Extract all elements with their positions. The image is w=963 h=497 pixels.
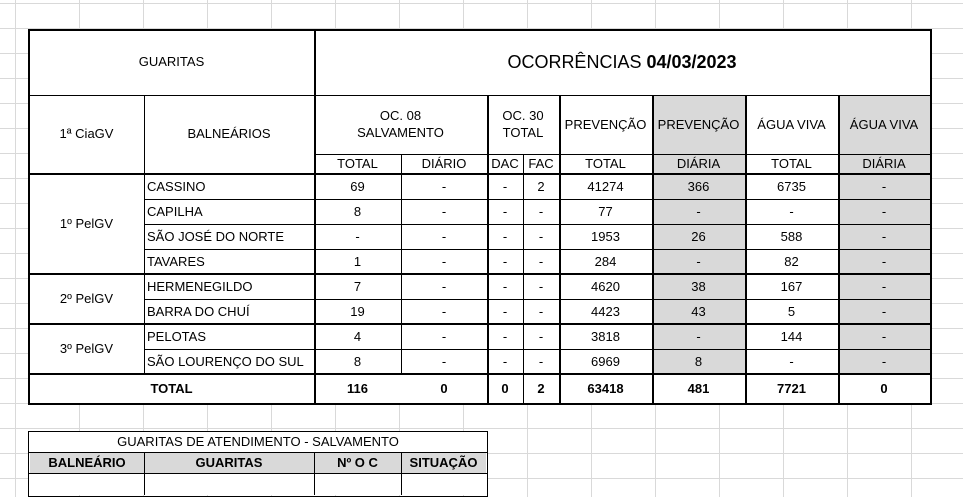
cia-header[interactable]: 1ª CiaGV	[59, 126, 114, 142]
cell-fac[interactable]: -	[538, 303, 544, 319]
line	[29, 373, 930, 375]
line	[314, 453, 315, 495]
cell-fac[interactable]: -	[538, 278, 544, 294]
subheader-total[interactable]: TOTAL	[337, 155, 378, 171]
atendimento-header-situacao[interactable]: SITUAÇÃO	[401, 453, 486, 473]
cell-prevencao-diaria[interactable]: 43	[691, 303, 706, 319]
cell-oc08-total[interactable]: 7	[353, 278, 362, 294]
total-oc08-diario[interactable]: 0	[440, 380, 448, 396]
atendimento-cell-situacao[interactable]	[401, 474, 486, 495]
line	[559, 96, 561, 403]
subheader-prev-diaria[interactable]: DIÁRIA	[676, 155, 721, 171]
prevencao-diaria-header[interactable]: PREVENÇÃO	[657, 116, 740, 132]
cell-agua-viva-total[interactable]: -	[789, 353, 794, 369]
cell-fac[interactable]: -	[538, 203, 544, 219]
cell-prevencao-total[interactable]: 4620	[591, 278, 620, 294]
cell-agua-viva-diaria[interactable]: -	[881, 278, 887, 294]
line	[144, 249, 930, 250]
title-text: OCORRÊNCIAS	[507, 51, 642, 72]
cell-agua-viva-diaria[interactable]: -	[881, 203, 887, 219]
oc30-line1: OC. 30	[502, 108, 544, 124]
cell-dac[interactable]: -	[502, 178, 508, 194]
line	[144, 453, 145, 495]
line	[401, 155, 402, 374]
atendimento-cell-noc[interactable]	[314, 474, 401, 495]
oc30-header[interactable]	[487, 96, 559, 154]
subheader-agua-total[interactable]: TOTAL	[771, 155, 812, 171]
atendimento-title[interactable]: GUARITAS DE ATENDIMENTO - SALVAMENTO	[117, 433, 399, 449]
subheader-dac[interactable]: DAC	[491, 155, 519, 171]
subheader-diario[interactable]: DIÁRIO	[421, 155, 467, 171]
line	[652, 96, 654, 403]
total-prevencao-diaria[interactable]: 481	[687, 380, 710, 396]
cell-oc08-total[interactable]: 8	[353, 203, 362, 219]
subheader-fac[interactable]: FAC	[528, 155, 554, 171]
cell-prevencao-diaria[interactable]: -	[696, 203, 701, 219]
line	[144, 199, 930, 200]
cell-oc08-diario[interactable]: -	[441, 203, 447, 219]
cell-oc08-total[interactable]: -	[355, 228, 360, 244]
line	[29, 95, 930, 96]
cell-balneario[interactable]: CAPILHA	[147, 203, 203, 219]
cell-dac[interactable]: -	[502, 278, 508, 294]
cell-oc08-diario[interactable]: -	[441, 228, 447, 244]
cell-balneario[interactable]: SÃO LOURENÇO DO SUL	[147, 353, 304, 369]
cell-dac[interactable]: -	[502, 303, 508, 319]
line	[401, 453, 402, 495]
line	[29, 473, 487, 474]
group-label-3[interactable]: 3º PelGV	[59, 340, 114, 356]
cell-oc08-diario[interactable]: -	[441, 253, 447, 269]
cell-prevencao-diaria[interactable]: -	[696, 328, 701, 344]
cell-balneario[interactable]: TAVARES	[147, 253, 205, 269]
cell-fac[interactable]: -	[538, 228, 544, 244]
cell-agua-viva-diaria[interactable]: -	[881, 303, 887, 319]
report-title[interactable]	[314, 30, 930, 95]
cell-oc08-total[interactable]: 69	[350, 178, 365, 194]
cell-oc08-total[interactable]: 4	[353, 328, 362, 344]
atendimento-cell-balneario[interactable]	[30, 474, 144, 495]
line	[838, 96, 840, 403]
cell-prevencao-total[interactable]: 77	[598, 203, 613, 219]
line	[144, 224, 930, 225]
cell-balneario[interactable]: PELOTAS	[147, 328, 207, 344]
cell-oc08-diario[interactable]: -	[441, 328, 447, 344]
guaritas-header[interactable]: GUARITAS	[138, 54, 205, 70]
line	[314, 30, 316, 403]
cell-oc08-total[interactable]: 8	[353, 353, 362, 369]
atendimento-cell-guaritas[interactable]	[144, 474, 314, 495]
atendimento-header-noc[interactable]: Nº O C	[314, 453, 401, 473]
total-dac[interactable]: 0	[501, 380, 509, 396]
cell-oc08-diario[interactable]: -	[441, 303, 447, 319]
atendimento-header-guaritas[interactable]: GUARITAS	[144, 453, 314, 473]
subheader-prev-total[interactable]: TOTAL	[585, 155, 626, 171]
cell-prevencao-total[interactable]: 6969	[591, 353, 620, 369]
line	[144, 349, 930, 350]
oc08-line2: SALVAMENTO	[357, 125, 444, 140]
cell-dac[interactable]: -	[502, 228, 508, 244]
balnearios-header[interactable]: BALNEÁRIOS	[187, 126, 271, 142]
cell-agua-viva-total[interactable]: 5	[787, 303, 796, 319]
cell-agua-viva-total[interactable]: 167	[780, 278, 803, 294]
report-date: 04/03/2023	[646, 51, 737, 72]
cell-balneario[interactable]: BARRA DO CHUÍ	[147, 303, 250, 319]
cell-prevencao-diaria[interactable]: 366	[687, 178, 710, 194]
group-label-1[interactable]: 1º PelGV	[59, 215, 114, 231]
group-label-2[interactable]: 2º PelGV	[59, 290, 114, 306]
cell-prevencao-diaria[interactable]: -	[696, 253, 701, 269]
cell-agua-viva-diaria[interactable]: -	[881, 353, 887, 369]
cell-oc08-total[interactable]: 19	[350, 303, 365, 319]
cell-fac[interactable]: 2	[537, 178, 545, 194]
cell-agua-viva-diaria[interactable]: -	[881, 178, 887, 194]
line	[29, 323, 930, 325]
total-oc08-total[interactable]: 116	[347, 380, 368, 396]
cell-agua-viva-diaria[interactable]: -	[881, 253, 887, 269]
line	[745, 96, 747, 403]
agua-viva-header[interactable]: ÁGUA VIVA	[757, 116, 826, 132]
cell-oc08-diario[interactable]: -	[441, 278, 447, 294]
cell-agua-viva-total[interactable]: -	[789, 203, 794, 219]
cell-oc08-diario[interactable]: -	[441, 178, 447, 194]
cell-dac[interactable]: -	[502, 328, 508, 344]
total-agua-viva-diaria[interactable]: 0	[880, 380, 888, 396]
line	[29, 273, 930, 275]
cell-agua-viva-diaria[interactable]: -	[881, 228, 887, 244]
line	[144, 299, 930, 300]
cell-prevencao-diaria[interactable]: 26	[691, 228, 706, 244]
line	[29, 173, 930, 175]
cell-dac[interactable]: -	[502, 253, 508, 269]
cell-dac[interactable]: -	[502, 353, 508, 369]
cell-balneario[interactable]: CASSINO	[147, 178, 206, 194]
oc08-line1: OC. 08	[379, 108, 422, 124]
oc30-line2: TOTAL	[502, 125, 544, 140]
cell-agua-viva-total[interactable]: 6735	[777, 178, 806, 194]
cell-oc08-diario[interactable]: -	[441, 353, 447, 369]
cell-prevencao-diaria[interactable]: 38	[691, 278, 706, 294]
prevencao-header[interactable]: PREVENÇÃO	[564, 116, 647, 132]
cell-agua-viva-total[interactable]: 588	[780, 228, 803, 244]
total-agua-viva-total[interactable]: 7721	[777, 380, 806, 396]
total-prevencao-total[interactable]: 63418	[587, 380, 624, 396]
cell-prevencao-total[interactable]: 284	[594, 253, 617, 269]
total-label[interactable]: TOTAL	[150, 380, 193, 396]
line	[29, 452, 487, 453]
cell-fac[interactable]: -	[538, 353, 544, 369]
cell-fac[interactable]: -	[538, 253, 544, 269]
cell-agua-viva-total[interactable]: 144	[780, 328, 803, 344]
subheader-agua-diaria[interactable]: DIÁRIA	[862, 155, 906, 171]
cell-balneario[interactable]: SÃO JOSÉ DO NORTE	[147, 228, 285, 244]
cell-agua-viva-total[interactable]: 82	[784, 253, 799, 269]
cell-prevencao-total[interactable]: 41274	[587, 178, 624, 194]
total-fac[interactable]: 2	[537, 380, 545, 396]
cell-agua-viva-diaria[interactable]: -	[881, 328, 887, 344]
cell-balneario[interactable]: HERMENEGILDO	[147, 278, 253, 294]
cell-dac[interactable]: -	[502, 203, 508, 219]
oc08-header[interactable]	[314, 96, 487, 154]
atendimento-header-balneario[interactable]: BALNEÁRIO	[30, 453, 144, 473]
agua-viva-diaria-header[interactable]: ÁGUA VIVA	[849, 116, 919, 132]
cell-prevencao-total[interactable]: 4423	[591, 303, 620, 319]
cell-prevencao-diaria[interactable]: 8	[694, 353, 703, 369]
cell-prevencao-total[interactable]: 1953	[591, 228, 620, 244]
cell-prevencao-total[interactable]: 3818	[591, 328, 620, 344]
line	[144, 96, 145, 374]
line	[523, 155, 524, 403]
cell-oc08-total[interactable]: 1	[353, 253, 362, 269]
cell-fac[interactable]: -	[538, 328, 544, 344]
line	[487, 96, 489, 403]
